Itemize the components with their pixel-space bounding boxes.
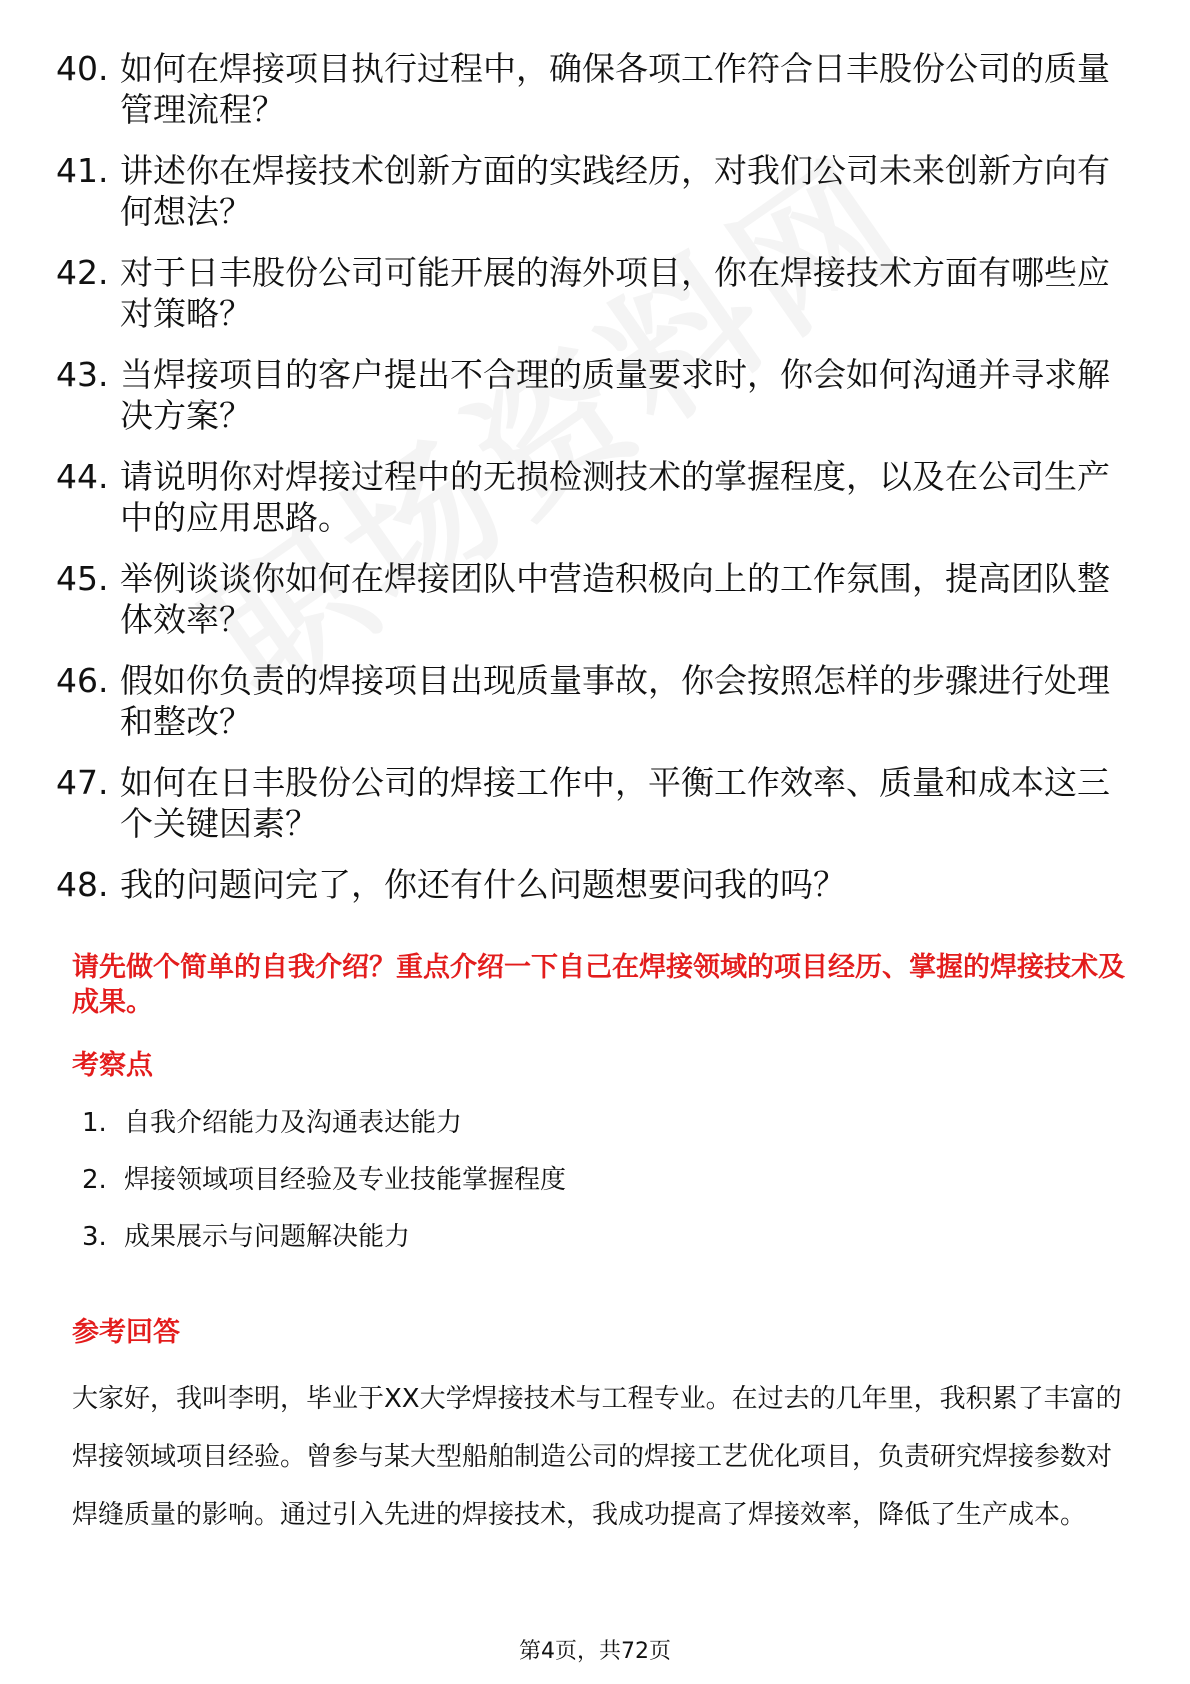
list-item bbox=[56, 864, 1136, 905]
question-text: 举例谈谈你如何在焊接团队中营造积极向上的工作氛围，提高团队整体效率？ bbox=[120, 559, 1110, 639]
reference-heading: 参考回答 bbox=[72, 1317, 180, 1348]
point-text: 焊接领域项目经验及专业技能掌握程度 bbox=[124, 1165, 567, 1195]
question-number: 42. bbox=[56, 253, 109, 292]
question-text: 当焊接项目的客户提出不合理的质量要求时，你会如何沟通并寻求解决方案？ bbox=[120, 355, 1110, 435]
point-number: 3. bbox=[82, 1222, 107, 1252]
list-item bbox=[56, 150, 1136, 232]
question-number: 46. bbox=[56, 661, 109, 700]
question-number: 43. bbox=[56, 355, 109, 394]
point-number: 2. bbox=[82, 1165, 107, 1195]
list-item bbox=[56, 762, 1136, 844]
question-text: 讲述你在焊接技术创新方面的实践经历，对我们公司未来创新方向有何想法？ bbox=[120, 151, 1110, 231]
question-number: 44. bbox=[56, 457, 109, 496]
point-text: 成果展示与问题解决能力 bbox=[124, 1222, 411, 1252]
question-text: 对于日丰股份公司可能开展的海外项目，你在焊接技术方面有哪些应对策略？ bbox=[120, 253, 1110, 333]
question-number: 48. bbox=[56, 865, 109, 904]
assessment-points bbox=[82, 1105, 982, 1276]
list-item bbox=[56, 558, 1136, 640]
point-number: 1. bbox=[82, 1108, 107, 1138]
list-item bbox=[56, 252, 1136, 334]
question-number: 47. bbox=[56, 763, 109, 802]
highlight-question: 请先做个简单的自我介绍？重点介绍一下自己在焊接领域的项目经历、掌握的焊接技术及成果。 bbox=[72, 952, 1125, 1018]
reference-answer: 大家好，我叫李明，毕业于XX大学焊接技术与工程专业。在过去的几年里，我积累了丰富的焊接领域项目经验。曾参与某大型船舶制造公司的焊接工艺优化项目，负责研究焊接参数对焊缝质量的影响。通过引入先进的焊接技术，我成功提高了焊接效率，降低了生产成本。 bbox=[72, 1384, 1122, 1530]
page-footer: 第4页，共72页 bbox=[519, 1639, 671, 1664]
list-item bbox=[56, 660, 1136, 742]
assessment-heading: 考察点 bbox=[72, 1050, 153, 1081]
list-item bbox=[56, 48, 1136, 130]
question-text: 请说明你对焊接过程中的无损检测技术的掌握程度，以及在公司生产中的应用思路。 bbox=[120, 457, 1110, 537]
question-number: 45. bbox=[56, 559, 109, 598]
question-list bbox=[56, 48, 1136, 925]
point-text: 自我介绍能力及沟通表达能力 bbox=[124, 1108, 463, 1138]
question-number: 41. bbox=[56, 151, 109, 190]
question-text: 我的问题问完了，你还有什么问题想要问我的吗？ bbox=[120, 865, 846, 904]
question-text: 如何在焊接项目执行过程中，确保各项工作符合日丰股份公司的质量管理流程？ bbox=[120, 49, 1110, 129]
question-text: 如何在日丰股份公司的焊接工作中，平衡工作效率、质量和成本这三个关键因素？ bbox=[120, 763, 1110, 843]
list-item bbox=[82, 1219, 982, 1276]
list-item bbox=[56, 354, 1136, 436]
question-text: 假如你负责的焊接项目出现质量事故，你会按照怎样的步骤进行处理和整改？ bbox=[120, 661, 1110, 741]
list-item bbox=[56, 456, 1136, 538]
question-number: 40. bbox=[56, 49, 109, 88]
list-item bbox=[82, 1162, 982, 1219]
list-item bbox=[82, 1105, 982, 1162]
